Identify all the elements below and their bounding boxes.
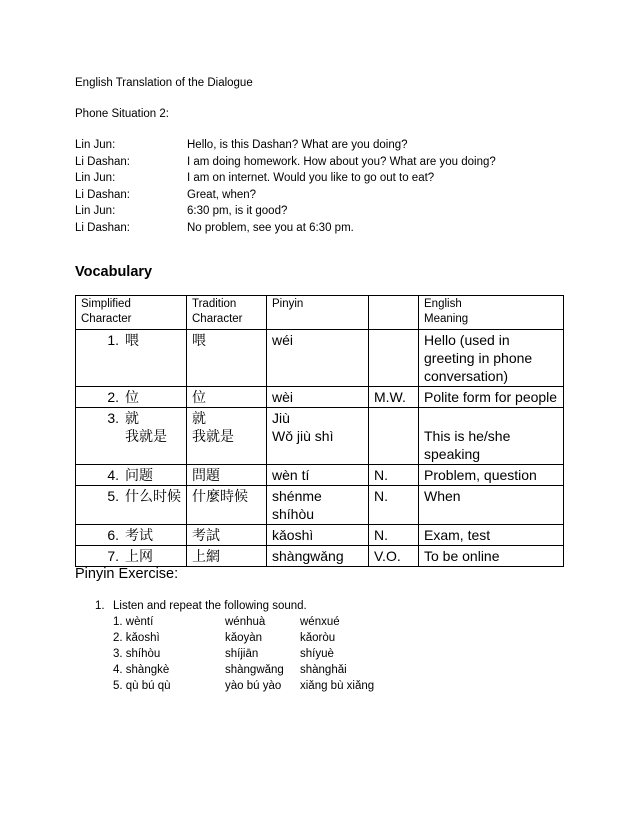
english-cell: To be online [419, 546, 564, 567]
speaker-name: Lin Jun: [75, 139, 116, 151]
dialogue-line [75, 154, 555, 171]
pinyin-exercise-list [95, 598, 374, 694]
simplified-cell: 6. 考试 [76, 525, 187, 546]
table-row [76, 330, 564, 387]
list-item: 1. wèntí wénhuà wénxué [113, 616, 340, 628]
dialogue-text: Great, when? [187, 188, 257, 201]
traditional-cell: 問題 [187, 465, 267, 486]
table-row [76, 546, 564, 567]
pinyin-cell: wèi [267, 387, 369, 408]
pinyin-exercise-title: Pinyin Exercise: [75, 566, 179, 582]
pos-cell: N. [369, 465, 419, 486]
table-row [76, 486, 564, 525]
english-cell: Problem, question [419, 465, 564, 486]
pos-cell: N. [369, 525, 419, 546]
list-item: 5. qù bú qù yào bú yào xiǎng bù xiǎng [113, 680, 375, 692]
pinyin-cell: wèn tí [267, 465, 369, 486]
traditional-cell: 什麼時候 [187, 486, 267, 525]
pos-cell [369, 330, 419, 387]
pinyin-cell: shàngwǎng [267, 546, 369, 567]
pinyin-cell: kǎoshì [267, 525, 369, 546]
header-pos [369, 296, 419, 330]
dialogue-line [75, 203, 555, 220]
table-row [76, 525, 564, 546]
header-english: English Meaning [419, 296, 564, 330]
traditional-cell: 上網 [187, 546, 267, 567]
simplified-cell: 7. 上网 [76, 546, 187, 567]
dialogue-text: Hello, is this Dashan? What are you doing? [187, 139, 408, 151]
header-traditional: Tradition Character [187, 296, 267, 330]
simplified-cell: 3. 就 我就是 [76, 408, 187, 465]
speaker-name: Lin Jun: [75, 172, 116, 184]
speaker-name: Li Dashan: [75, 155, 130, 168]
vocabulary-table [75, 295, 564, 567]
speaker-name: Lin Jun: [75, 205, 116, 217]
speaker-name: Li Dashan: [75, 221, 130, 234]
english-cell: This is he/she speaking [419, 408, 564, 465]
dialogue-line [75, 220, 555, 237]
document-heading: English Translation of the Dialogue [75, 77, 253, 89]
pos-cell [369, 408, 419, 465]
pinyin-cell: shénme shíhòu [267, 486, 369, 525]
english-cell: Hello (used in greeting in phone conversation) [419, 330, 564, 387]
traditional-cell: 就 我就是 [187, 408, 267, 465]
pos-cell: N. [369, 486, 419, 525]
traditional-cell: 喂 [187, 330, 267, 387]
situation-label: Phone Situation 2: [75, 108, 169, 120]
dialogue-line [75, 137, 555, 154]
dialogue-text: I am doing homework. How about you? What are you doing? [187, 155, 496, 168]
dialogue-line [75, 187, 555, 204]
vocabulary-title: Vocabulary [75, 264, 153, 280]
header-simplified: Simplified Character [76, 296, 187, 330]
table-row [76, 387, 564, 408]
pos-cell: V.O. [369, 546, 419, 567]
traditional-cell: 考試 [187, 525, 267, 546]
simplified-cell: 1. 喂 [76, 330, 187, 387]
pos-cell: M.W. [369, 387, 419, 408]
list-item: 4. shàngkè shàngwǎng shànghǎi [113, 664, 347, 676]
pinyin-cell: Jiù Wǒ jiù shì [267, 408, 369, 465]
simplified-cell: 5. 什么时候 [76, 486, 187, 525]
english-cell: When [419, 486, 564, 525]
header-pinyin: Pinyin [267, 296, 369, 330]
list-item: 2. kǎoshì kǎoyàn kǎoròu [113, 632, 336, 644]
dialogue-text: 6:30 pm, is it good? [187, 205, 288, 217]
dialogue-text: No problem, see you at 6:30 pm. [187, 221, 354, 234]
table-row [76, 465, 564, 486]
table-row [76, 408, 564, 465]
english-cell: Exam, test [419, 525, 564, 546]
simplified-cell: 2. 位 [76, 387, 187, 408]
exercise-instruction: 1. Listen and repeat the following sound. [95, 600, 307, 612]
dialogue-line [75, 170, 555, 187]
speaker-name: Li Dashan: [75, 188, 130, 201]
dialogue-text: I am on internet. Would you like to go out to eat? [187, 172, 435, 184]
english-cell: Polite form for people [419, 387, 564, 408]
list-item: 3. shíhòu shíjiān shíyuè [113, 648, 334, 660]
table-header-row [76, 296, 564, 330]
traditional-cell: 位 [187, 387, 267, 408]
simplified-cell: 4. 问题 [76, 465, 187, 486]
dialogue-block [75, 137, 555, 236]
pinyin-cell: wéi [267, 330, 369, 387]
